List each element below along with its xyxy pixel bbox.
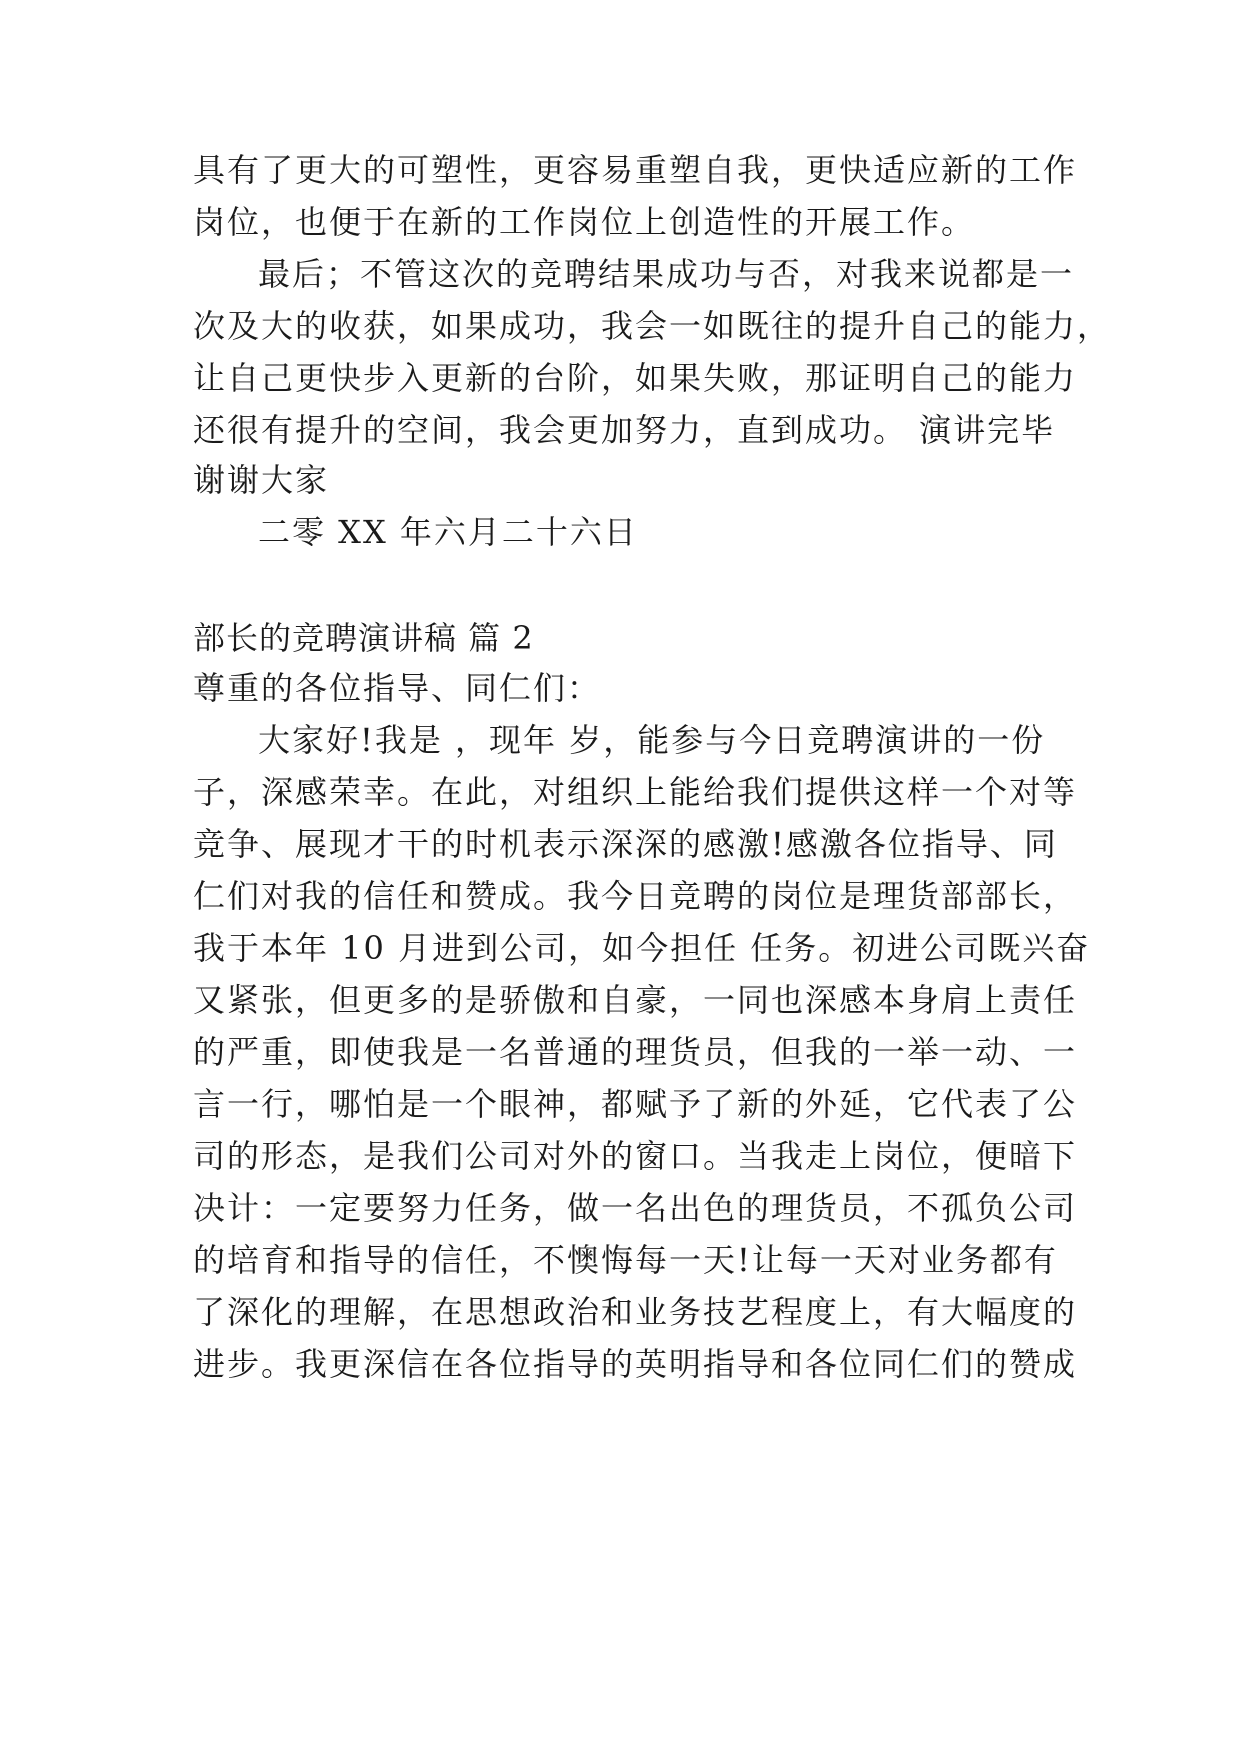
paragraph-line: 竞争、展现才干的时机表示深深的感激!感激各位指导、同 (193, 825, 1058, 863)
paragraph-line: 仁们对我的信任和赞成。我今日竞聘的岗位是理货部部长， (193, 877, 1078, 915)
paragraph-line: 的培育和指导的信任，不懊悔每一天!让每一天对业务都有 (193, 1241, 1058, 1279)
section-title: 部长的竞聘演讲稿 篇 2 (193, 619, 534, 657)
paragraph-line: 让自己更快步入更新的台阶，如果失败，那证明自己的能力 (193, 359, 1078, 397)
paragraph-line: 谢谢大家 (193, 461, 330, 499)
paragraph-line: 还很有提升的空间，我会更加努力，直到成功。 演讲完毕 (193, 411, 1056, 449)
paragraph-line: 进步。我更深信在各位指导的英明指导和各位同仁们的赞成 (193, 1345, 1078, 1383)
paragraph-line: 最后；不管这次的竞聘结果成功与否，对我来说都是一 (258, 255, 1075, 293)
paragraph-line: 大家好!我是 ，现年 岁，能参与今日竞聘演讲的一份 (258, 721, 1046, 759)
salutation: 尊重的各位指导、同仁们： (193, 669, 602, 707)
paragraph-line: 决计：一定要努力任务，做一名出色的理货员，不孤负公司 (193, 1189, 1078, 1227)
paragraph-line: 言一行，哪怕是一个眼神，都赋予了新的外延，它代表了公 (193, 1085, 1078, 1123)
paragraph-line: 又紧张，但更多的是骄傲和自豪，一同也深感本身肩上责任 (193, 981, 1078, 1019)
paragraph-line: 次及大的收获，如果成功，我会一如既往的提升自己的能力， (193, 307, 1112, 345)
paragraph-line: 司的形态，是我们公司对外的窗口。当我走上岗位，便暗下 (193, 1137, 1078, 1175)
paragraph-line: 的严重，即使我是一名普通的理货员，但我的一举一动、一 (193, 1033, 1078, 1071)
paragraph-line: 我于本年 10 月进到公司，如今担任 任务。初进公司既兴奋 (193, 929, 1091, 967)
paragraph-line: 子，深感荣幸。在此，对组织上能给我们提供这样一个对等 (193, 773, 1078, 811)
paragraph-line: 具有了更大的可塑性，更容易重塑自我，更快适应新的工作 (193, 151, 1078, 189)
paragraph-line: 岗位，也便于在新的工作岗位上创造性的开展工作。 (193, 203, 976, 241)
date-line: 二零 XX 年六月二十六日 (258, 513, 638, 551)
paragraph-line: 了深化的理解，在思想政治和业务技艺程度上，有大幅度的 (193, 1293, 1078, 1331)
